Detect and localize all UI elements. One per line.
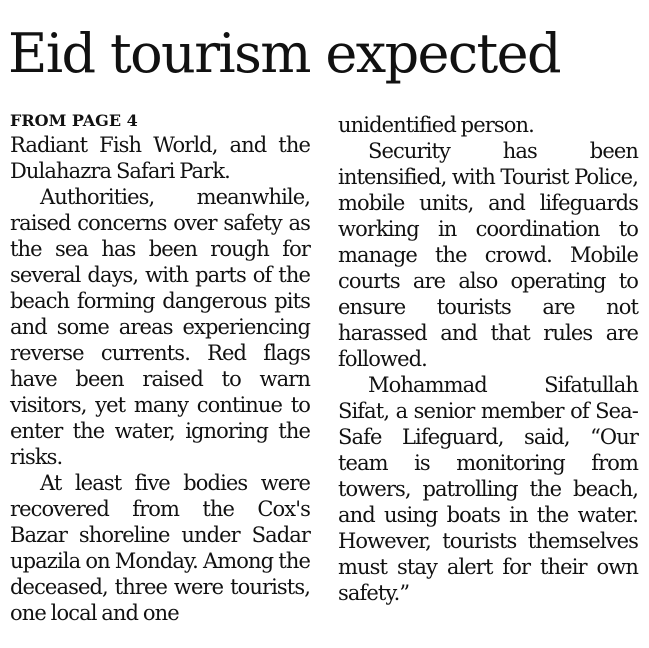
paragraph-security: Security has been intensified, with Tourist Police, mobile units, and lifeguards working in coordination to manage the crowd. Mobile courts are also operating to ensure tourists are not harassed and that rules are followed. [338, 139, 638, 371]
paragraph-continuation-right: unidentified person. [338, 113, 534, 137]
paragraph-lifeguard-quote: Mohammad Sifatullah Sifat, a senior member of Sea-Safe Lifeguard, said, “Our team is monitoring from towers, patrolling the beach, and using boats in the water. However, tourists themselves must stay alert for their own safety.” [338, 373, 638, 605]
paragraph-safety-concerns: Authorities, meanwhile, raised concerns over safety as the sea has been rough for several days, with parts of the beach forming dangerous pits and some areas experiencing reverse currents. Red flags have been raised to warn visitors, yet many continue to enter the water, ignoring the risks. [10, 185, 310, 469]
paragraph-bodies-recovered: At least five bodies were recovered from the Cox's Bazar shoreline under Sadar upazila on Monday. Among the deceased, three were tourists, one local and one [10, 471, 310, 625]
headline: Eid tourism expected [8, 22, 560, 85]
article-column-right [338, 112, 638, 606]
paragraph-continuation: Radiant Fish World, and the Dulahazra Safari Park. [10, 133, 310, 183]
continued-from-label: FROM PAGE 4 [10, 111, 138, 130]
article-column-left [10, 112, 310, 626]
